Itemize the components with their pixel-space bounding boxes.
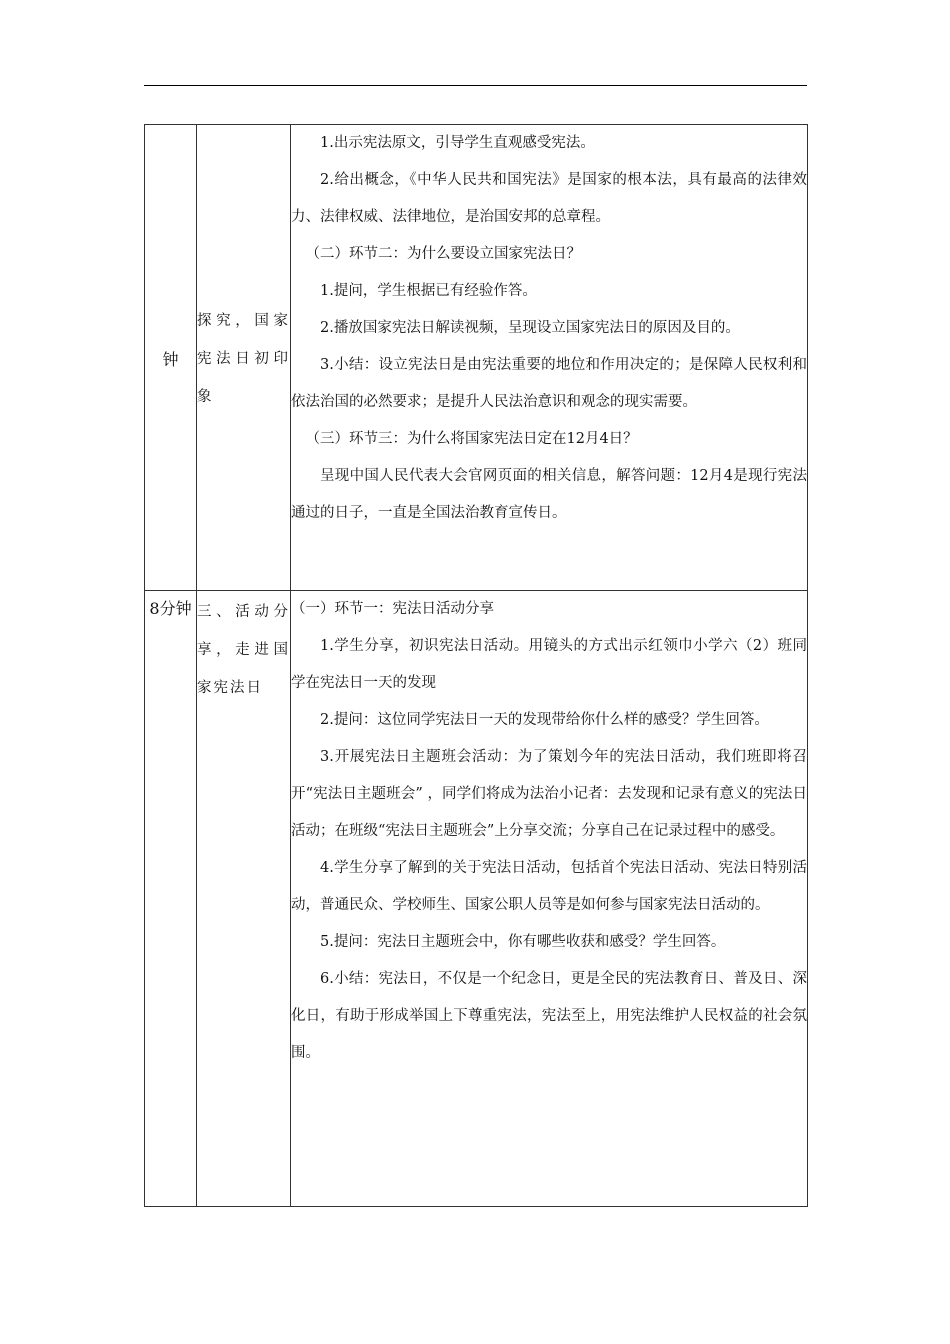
table-row — [145, 591, 808, 1207]
section-heading: （二）环节二：为什么要设立国家宪法日？ — [305, 246, 581, 262]
stage-label: 三、活动分享，走进国家宪法日 — [197, 604, 290, 696]
lesson-plan-table — [144, 124, 808, 1207]
table-row — [145, 125, 808, 591]
content-paragraph: 1.提问，学生根据已有经验作答。 — [320, 283, 537, 299]
content-cell — [291, 591, 808, 1207]
content-paragraph: 2.提问：这位同学宪法日一天的发现带给你什么样的感受？学生回答。 — [320, 712, 769, 728]
content-paragraph: 1.学生分享，初识宪法日活动。用镜头的方式出示红领巾小学六（2）班同学在宪法日一天的发现 — [291, 638, 807, 691]
header-rule — [144, 85, 807, 86]
section-heading: （一）环节一：宪法日活动分享 — [291, 601, 494, 617]
time-cell — [145, 125, 197, 591]
content-cell — [291, 125, 808, 591]
content-paragraph: 3.小结：设立宪法日是由宪法重要的地位和作用决定的；是保障人民权利和依法治国的必然要求；是提升人民法治意识和观念的现实需要。 — [291, 357, 807, 410]
content-paragraph: 2.播放国家宪法日解读视频，呈现设立国家宪法日的原因及目的。 — [320, 320, 740, 336]
content-paragraph: 1.出示宪法原文，引导学生直观感受宪法。 — [320, 135, 595, 151]
content-paragraph: 呈现中国人民代表大会官网页面的相关信息，解答问题：12月4是现行宪法通过的日子，一直是全国法治教育宣传日。 — [291, 468, 807, 521]
content-paragraph: 3.开展宪法日主题班会活动：为了策划今年的宪法日活动，我们班即将召开“宪法日主题班会” ，同学们将成为法治小记者：去发现和记录有意义的宪法日活动；在班级“宪法日主题班会”上分享交流；分享自己在记录过程中的感受。 — [291, 749, 807, 839]
content-paragraph: 6.小结：宪法日，不仅是一个纪念日，更是全民的宪法教育日、普及日、深化日，有助于形成举国上下尊重宪法，宪法至上，用宪法维护人民权益的社会氛围。 — [291, 971, 807, 1061]
time-label: 钟 — [162, 350, 179, 369]
stage-label: 探究，国家宪法日初印象 — [197, 312, 290, 405]
content-paragraph: 2.给出概念，《中华人民共和国宪法》是国家的根本法，具有最高的法律效力、法律权威、法律地位，是治国安邦的总章程。 — [291, 172, 807, 225]
content-paragraph: 4.学生分享了解到的关于宪法日活动，包括首个宪法日活动、宪法日特别活动，普通民众、学校师生、国家公职人员等是如何参与国家宪法日活动的。 — [291, 860, 807, 913]
stage-cell — [197, 125, 291, 591]
content-paragraph: 5.提问：宪法日主题班会中，你有哪些收获和感受？学生回答。 — [320, 934, 726, 950]
section-heading: （三）环节三：为什么将国家宪法日定在12月4日？ — [305, 431, 638, 447]
time-cell — [145, 591, 197, 1207]
time-label: 8分钟 — [149, 599, 192, 618]
stage-cell — [197, 591, 291, 1207]
